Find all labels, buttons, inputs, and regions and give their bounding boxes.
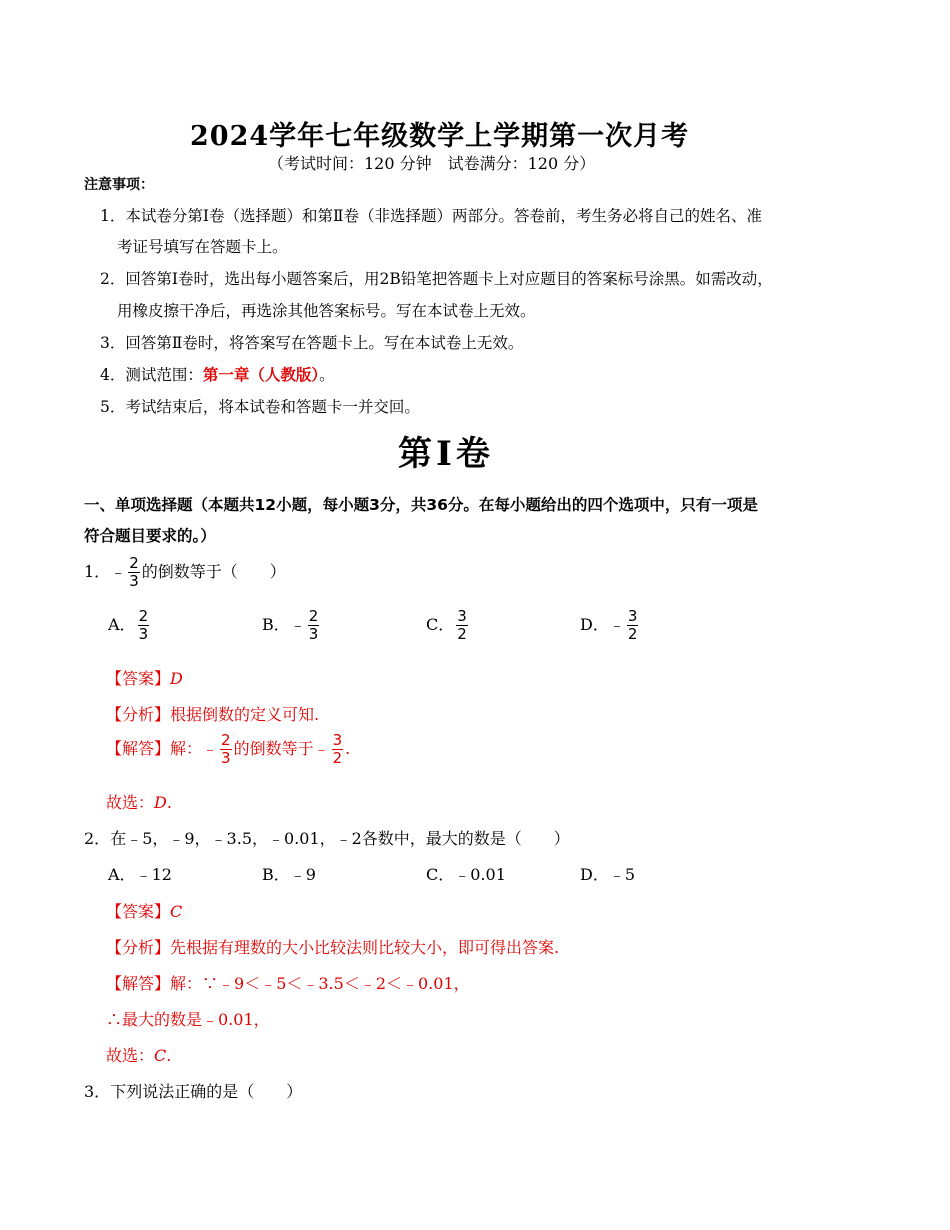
analysis-1: 【分析】根据倒数的定义可知. <box>106 705 320 724</box>
fraction: $\frac{2}{3}$ <box>308 607 319 643</box>
fraction: $\frac{3}{2}$ <box>332 731 343 767</box>
note-item-4: 4．测试范围：第一章（人教版）。 <box>100 365 335 384</box>
note-item-2: 2．回答第Ⅰ卷时，选出每小题答案后，用2B铅笔把答题卡上对应题目的答案标号涂黑。如需改动， <box>100 270 773 288</box>
conclusion-2: 故选：C. <box>106 1046 172 1065</box>
solution-1: 【解答】解：﹣ $\frac{2}{3}$ 的倒数等于﹣ $\frac{3}{2}$ . <box>106 731 351 767</box>
note-item-5: 5．考试结束后，将本试卷和答题卡一并交回。 <box>100 398 420 416</box>
answer-2: 【答案】C <box>106 902 183 921</box>
option-b: B．﹣ $\frac{2}{3}$ <box>262 607 319 643</box>
option-c: C． $\frac{3}{2}$ <box>426 607 467 643</box>
note-item-2-cont: 用橡皮擦干净后，再选涂其他答案标号。写在本试卷上无效。 <box>117 302 536 320</box>
notes-heading: 注意事项： <box>84 177 154 193</box>
page-title: 2024学年七年级数学上学期第一次月考 <box>190 121 690 152</box>
note-item-1-cont: 考证号填写在答题卡上。 <box>117 238 288 256</box>
note-item-1: 1．本试卷分第Ⅰ卷（选择题）和第Ⅱ卷（非选择题）两部分。答卷前，考生务必将自己的姓名、准 <box>100 207 763 225</box>
section-heading: 一、单项选择题（本题共12小题，每小题3分，共36分。在每小题给出的四个选项中，只有一项是 <box>84 496 758 514</box>
option-d: D．﹣ $\frac{3}{2}$ <box>580 607 638 643</box>
question-2-stem: 2．在﹣5，﹣9，﹣3.5，﹣0.01，﹣2各数中，最大的数是（ ） <box>84 829 570 848</box>
answer-1: 【答案】D <box>106 669 183 688</box>
option-d: D．﹣5 <box>580 865 636 884</box>
exam-info: （考试时间：120 分钟 试卷满分：120 分） <box>268 154 596 173</box>
fraction: $\frac{3}{2}$ <box>457 607 467 643</box>
option-c: C．﹣0.01 <box>426 865 506 884</box>
fraction: $\frac{2}{3}$ <box>138 607 149 643</box>
note-item-3: 3．回答第Ⅱ卷时，将答案写在答题卡上。写在本试卷上无效。 <box>100 334 524 352</box>
fraction: $\frac{3}{2}$ <box>627 607 638 643</box>
option-a: A．﹣12 <box>108 865 172 884</box>
fraction: $\frac{2}{3}$ <box>221 731 231 767</box>
solution-2: 【解答】解：∵﹣9＜﹣5＜﹣3.5＜﹣2＜﹣0.01， <box>106 974 470 993</box>
analysis-2: 【分析】先根据有理数的大小比较法则比较大小，即可得出答案. <box>106 938 560 957</box>
question-1-stem: 1．﹣ $\frac{2}{3}$ 的倒数等于（ ） <box>84 554 286 590</box>
option-a: A． $\frac{2}{3}$ <box>108 607 149 643</box>
option-b: B．﹣9 <box>262 865 316 884</box>
test-scope: 第一章（人教版） <box>202 365 320 384</box>
solution-2-cont: ∴最大的数是﹣0.01， <box>106 1010 270 1029</box>
volume-title: 第Ⅰ卷 <box>398 434 494 474</box>
conclusion-1: 故选：D. <box>106 793 172 812</box>
fraction: $\frac{2}{3}$ <box>129 554 139 590</box>
question-3-stem: 3．下列说法正确的是（ ） <box>84 1082 303 1101</box>
section-heading-cont: 符合题目要求的。） <box>84 527 216 545</box>
